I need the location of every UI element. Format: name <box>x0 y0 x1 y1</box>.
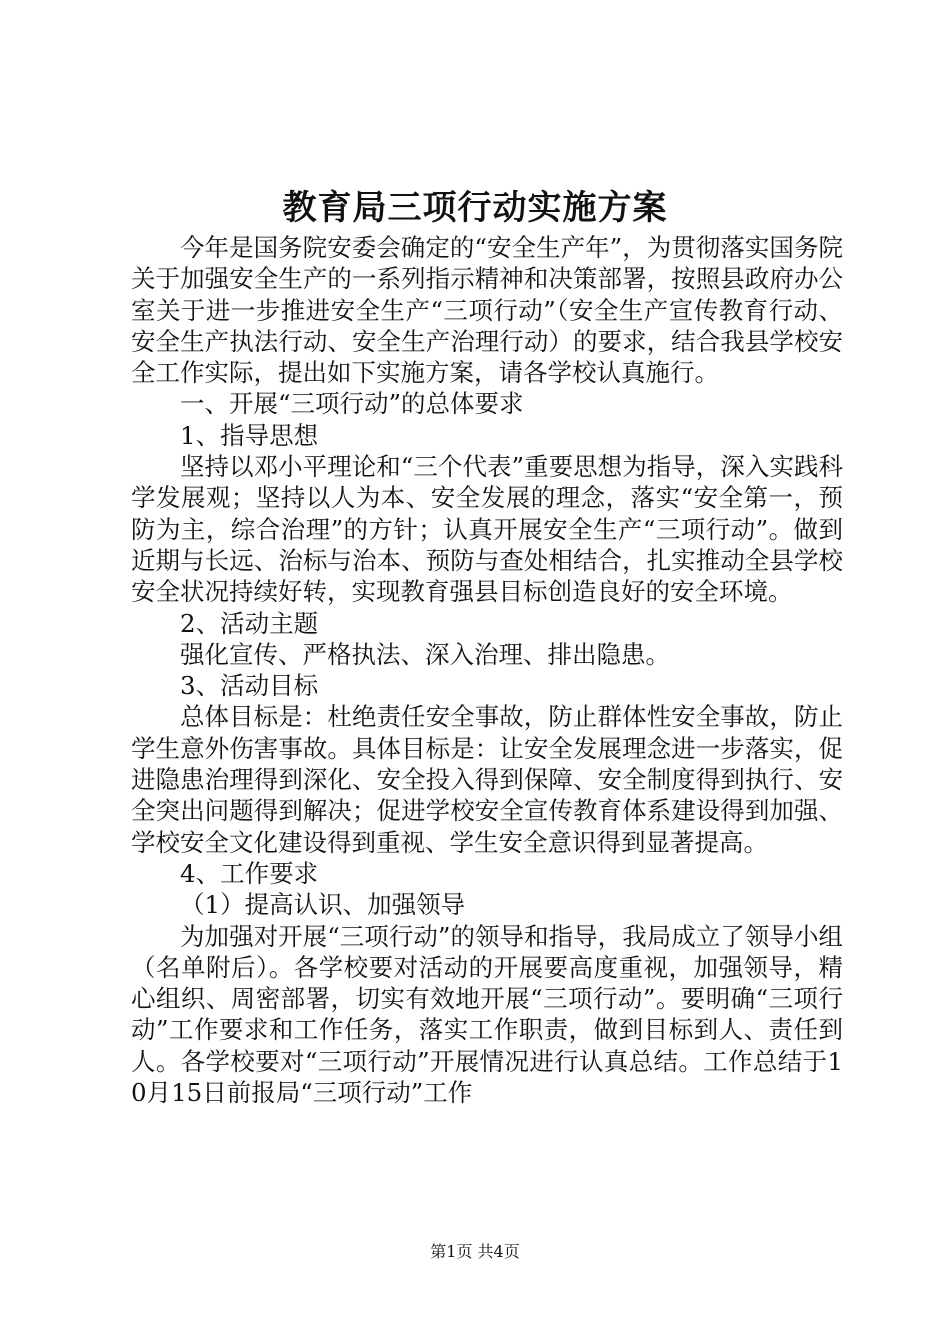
subheading-activity-theme: 2、活动主题 <box>180 608 319 638</box>
paragraph-leadership: 为加强对开展“三项行动”的领导和指导，我局成立了领导小组（名单附后）。各学校要对活动的开展要高度重视，加强领导，精心组织、周密部署，切实有效地开展“三项行动”。要明确“三项行动”工作要求和工作任务，落实工作职责，做到目标到人、责任到人。各学校要对“三项行动”开展情况进行认真总结。工作总结于10月15日前报局“三项行动”工作 <box>131 921 843 1108</box>
subheading-guiding-ideology: 1、指导思想 <box>180 420 319 450</box>
subheading-work-requirements: 4、工作要求 <box>180 858 319 888</box>
subheading-activity-goals: 3、活动目标 <box>180 671 319 701</box>
page-number-footer: 第1页 共4页 <box>430 1242 520 1261</box>
document-body <box>131 232 843 1108</box>
paragraph-activity-goals: 总体目标是：杜绝责任安全事故，防止群体性安全事故，防止学生意外伤害事故。具体目标是：让安全发展理念进一步落实，促进隐患治理得到深化、安全投入得到保障、安全制度得到执行、安全突出问题得到解决；促进学校安全宣传教育体系建设得到加强、学校安全文化建设得到重视、学生安全意识得到显著提高。 <box>131 702 843 857</box>
paragraph-activity-theme: 强化宣传、严格执法、深入治理、排出隐患。 <box>180 639 670 669</box>
paragraph-guiding-ideology: 坚持以邓小平理论和“三个代表”重要思想为指导，深入实践科学发展观；坚持以人为本、安全发展的理念，落实“安全第一，预防为主，综合治理”的方针；认真开展安全生产“三项行动”。做到近期与长远、治标与治本、预防与查处相结合，扎实推动全县学校安全状况持续好转，实现教育强县目标创造良好的安全环境。 <box>131 452 843 607</box>
subheading-leadership: （1）提高认识、加强领导 <box>180 890 466 920</box>
document-title: 教育局三项行动实施方案 <box>282 188 668 228</box>
intro-paragraph: 今年是国务院安委会确定的“安全生产年”，为贯彻落实国务院关于加强安全生产的一系列指示精神和决策部署，按照县政府办公室关于进一步推进安全生产“三项行动”（安全生产宣传教育行动、安全生产执法行动、安全生产治理行动）的要求，结合我县学校安全工作实际，提出如下实施方案，请各学校认真施行。 <box>131 233 843 388</box>
section-heading-1: 一、开展“三项行动”的总体要求 <box>180 389 524 419</box>
